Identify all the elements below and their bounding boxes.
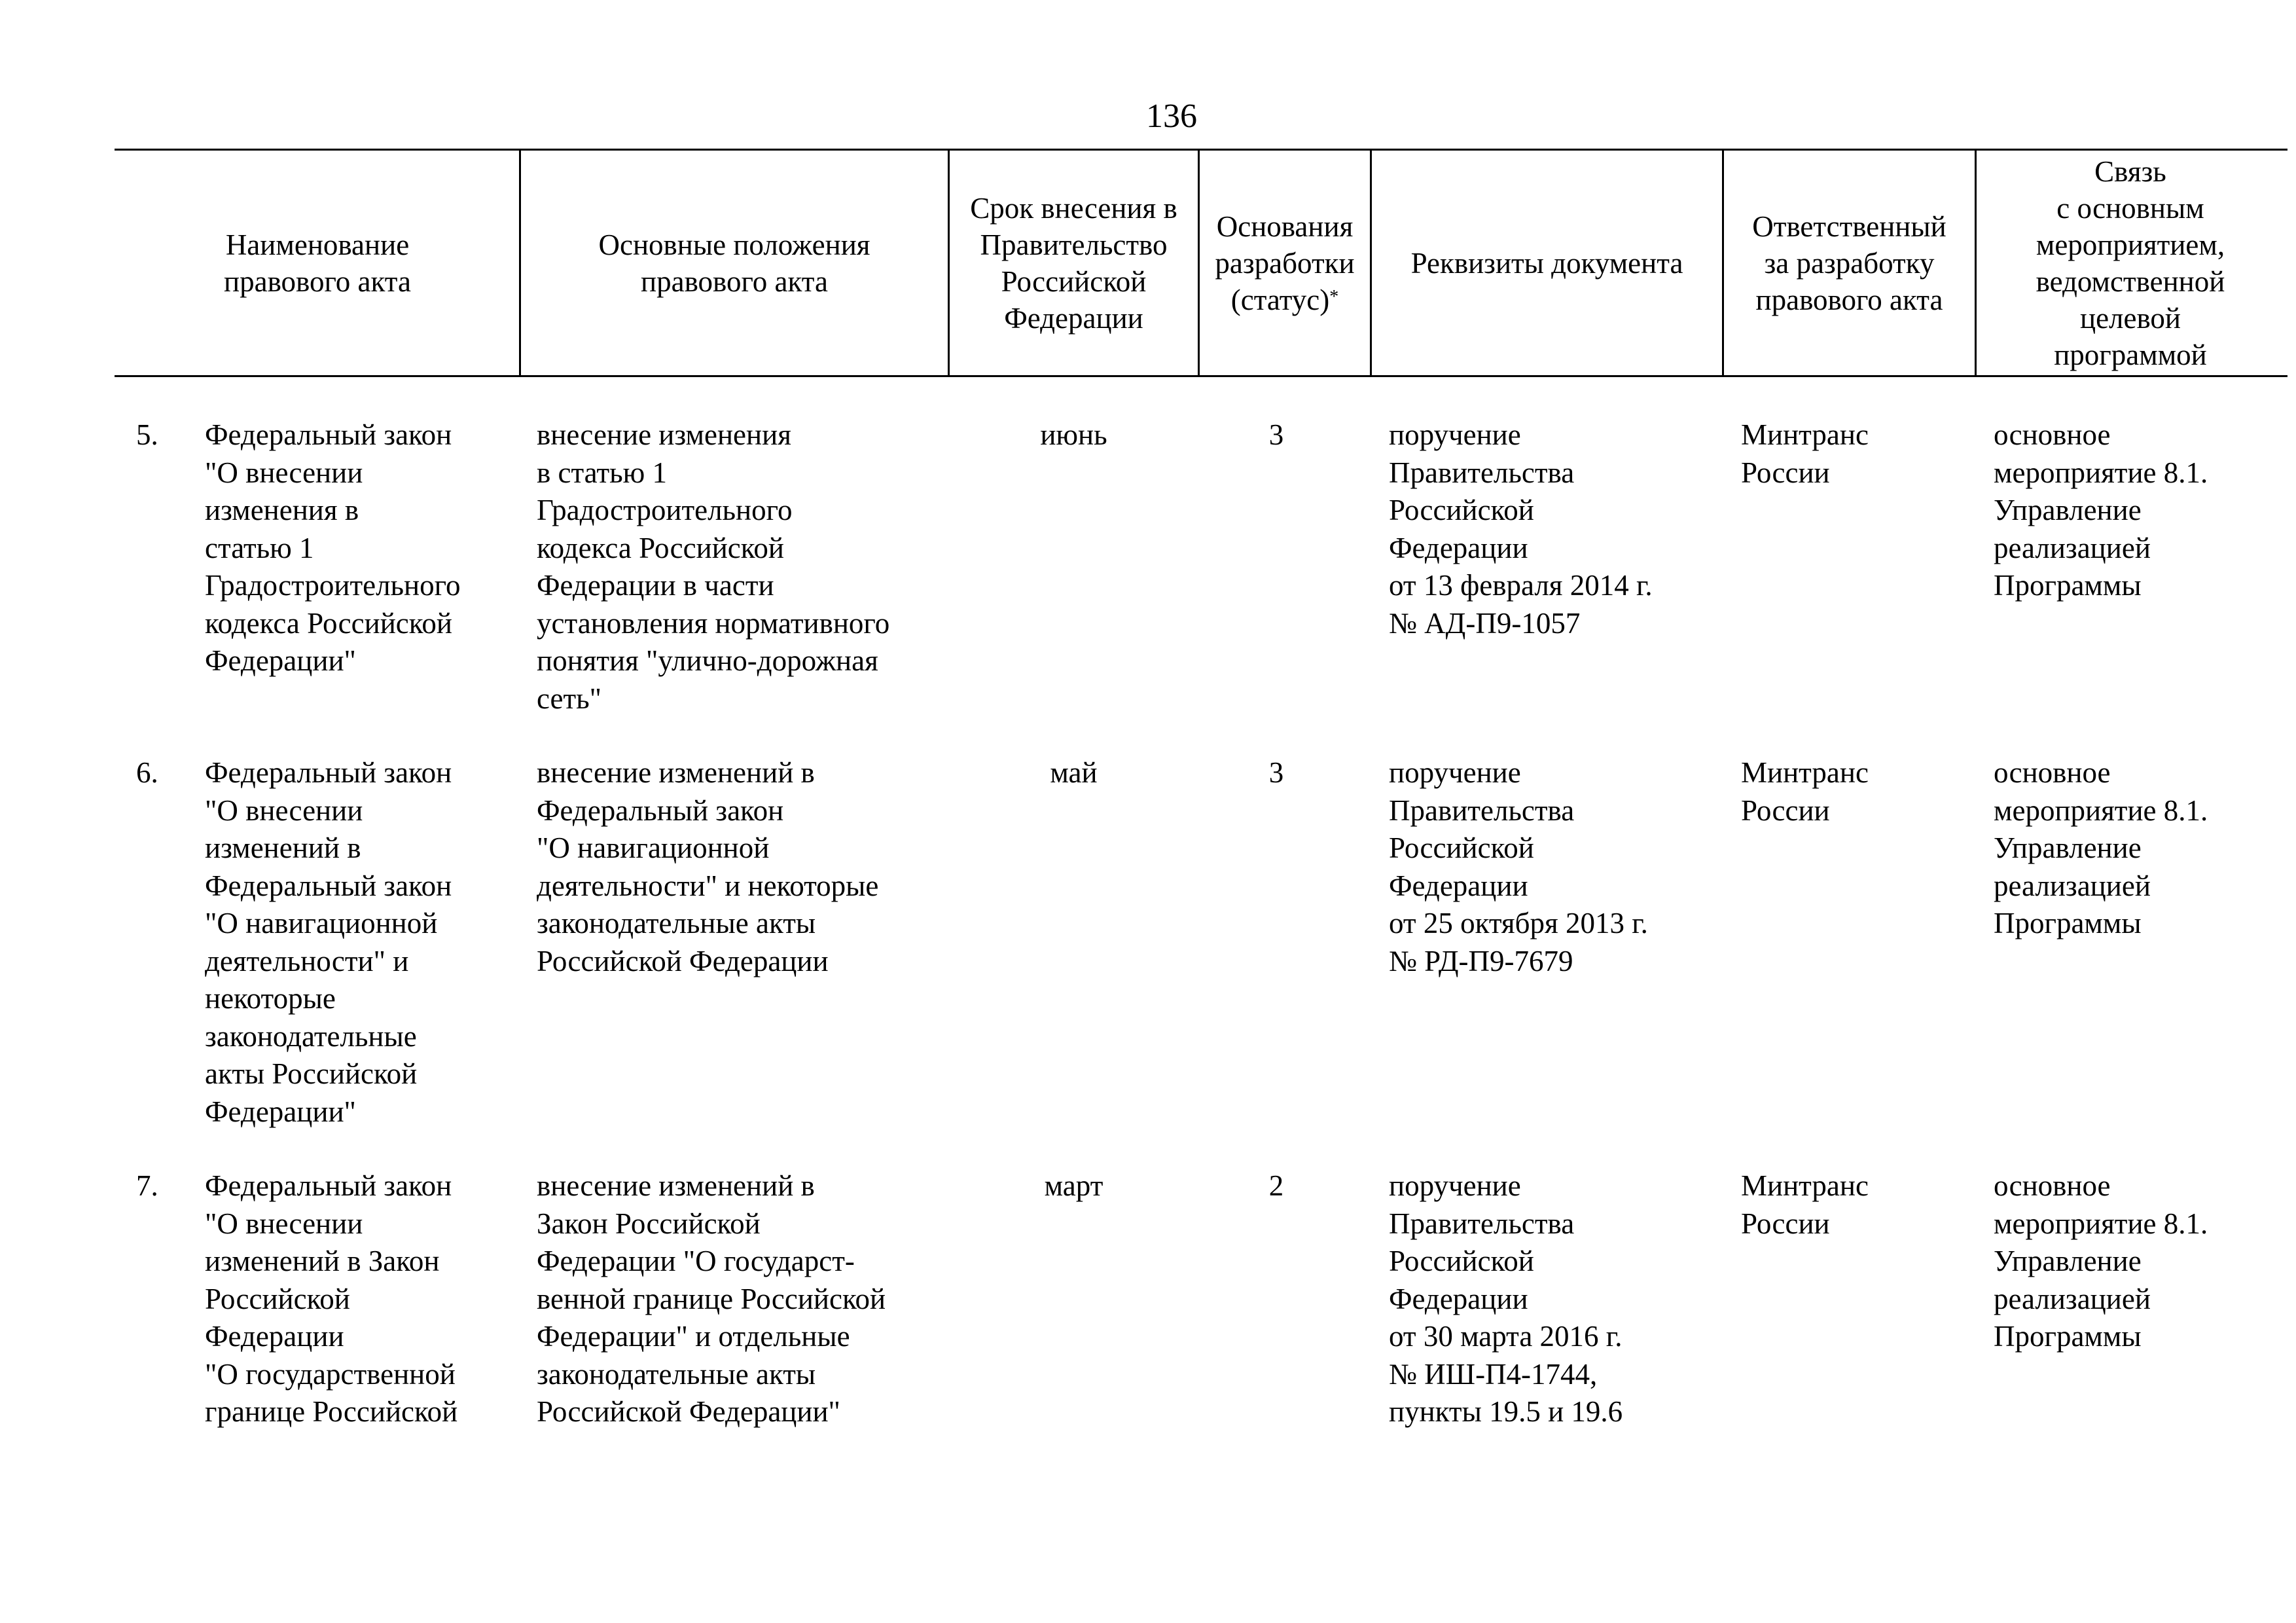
header-bottom-border (115, 375, 2287, 377)
act-link: основное мероприятие 8.1. Управление реализацией Программы (1994, 1169, 2208, 1353)
header-grounds-text: Основания разработки (статус) (1215, 210, 1355, 316)
act-name: Федеральный закон "О внесении изменений в Закон Российской Федерации "О государственной границе Российской (205, 1169, 458, 1428)
header-grounds-wrap (1215, 208, 1354, 318)
header-name-text: Наименование правового акта (224, 228, 411, 298)
row-number: 6. (136, 756, 158, 789)
act-name: Федеральный закон "О внесении изменения в статью 1 Градостроительного кодекса Российской Федерации" (205, 418, 461, 677)
header-deadline-text: Срок внесения в Правительство Российской Федерации (970, 191, 1177, 335)
act-requisites: поручение Правительства Российской Федерации от 25 октября 2013 г. № РД-П9-7679 (1389, 756, 1648, 977)
act-link: основное мероприятие 8.1. Управление реализацией Программы (1994, 756, 2208, 939)
header-link (1977, 151, 2284, 375)
header-provisions (521, 151, 948, 375)
act-responsible: Минтранс России (1741, 756, 1869, 827)
act-deadline: май (1050, 756, 1098, 789)
act-provisions: внесение изменений в Закон Российской Федерации "О государст- венной границе Российской Федерации" и отдельные законодательные акты Российской Федерации" (537, 1169, 886, 1428)
header-requisites (1372, 151, 1722, 375)
header-grounds (1200, 151, 1370, 375)
header-link-text: Связь с основным мероприятием, ведомственной целевой программой (2036, 155, 2225, 371)
act-name: Федеральный закон "О внесении изменений в Федеральный закон "О навигационной деятельности" и некоторые законодательные акты Российской Федерации" (205, 756, 452, 1128)
act-grounds: 3 (1268, 756, 1284, 789)
header-provisions-text: Основные положения правового акта (598, 228, 870, 298)
act-requisites: поручение Правительства Российской Федерации от 30 марта 2016 г. № ИШ-П4-1744, пункты 19.5 и 19.6 (1389, 1169, 1623, 1428)
header-requisites-text: Реквизиты документа (1410, 246, 1683, 280)
act-deadline: июнь (1040, 418, 1107, 451)
row-number: 7. (136, 1169, 158, 1202)
header-deadline (950, 151, 1198, 375)
page-number: 136 (1146, 98, 1197, 135)
act-link: основное мероприятие 8.1. Управление реализацией Программы (1994, 418, 2208, 602)
footnote-mark: * (1329, 286, 1339, 307)
act-deadline: март (1044, 1169, 1103, 1202)
row-number: 5. (136, 418, 158, 451)
act-grounds: 2 (1268, 1169, 1284, 1202)
act-provisions: внесение изменений в Федеральный закон "О навигационной деятельности" и некоторые законодательные акты Российской Федерации (537, 756, 879, 977)
act-requisites: поручение Правительства Российской Федерации от 13 февраля 2014 г. № АД-П9-1057 (1389, 418, 1653, 640)
act-responsible: Минтранс России (1741, 1169, 1869, 1240)
act-provisions: внесение изменения в статью 1 Градостроительного кодекса Российской Федерации в части установления нормативного понятия "улично-дорожная сеть" (537, 418, 890, 715)
header-responsible-text: Ответственный за разработку правового акта (1752, 210, 1946, 316)
header-name (164, 151, 471, 375)
act-grounds: 3 (1268, 418, 1284, 451)
header-responsible (1724, 151, 1975, 375)
act-responsible: Минтранс России (1741, 418, 1869, 489)
